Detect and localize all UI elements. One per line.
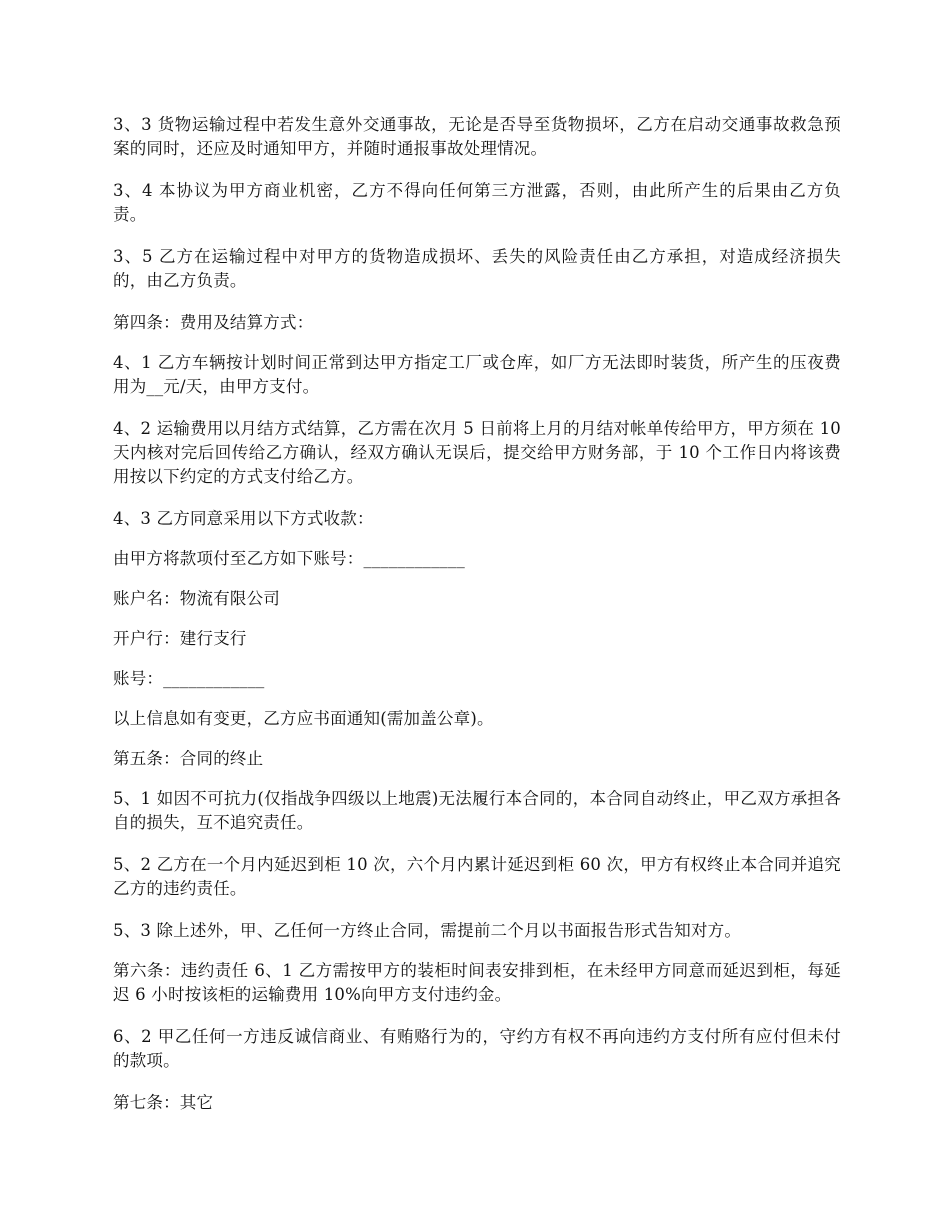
document-page bbox=[113, 113, 841, 1131]
clause-3-5: 3、5 乙方在运输过程中对甲方的货物造成损坏、丢失的风险责任由乙方承担，对造成经济损失的，由乙方负责。 bbox=[113, 247, 841, 290]
clause-5-1: 5、1 如因不可抗力(仅指战争四级以上地震)无法履行本合同的，本合同自动终止，甲乙双方承担各自的损失，互不追究责任。 bbox=[113, 789, 841, 832]
clause-5-2: 5、2 乙方在一个月内延迟到柜 10 次，六个月内累计延迟到柜 60 次，甲方有权终止本合同并追究乙方的违约责任。 bbox=[113, 855, 841, 898]
clause-3-3: 3、3 货物运输过程中若发生意外交通事故，无论是否导至货物损坏，乙方在启动交通事故救急预案的同时，还应及时通知甲方，并随时通报事故处理情况。 bbox=[113, 115, 841, 158]
clause-4-2: 4、2 运输费用以月结方式结算，乙方需在次月 5 日前将上月的月结对帐单传给甲方，甲方须在 10 天内核对完后回传给乙方确认，经双方确认无误后，提交给甲方财务部，于 10 个工作日内将该费用按以下约定的方式支付给乙方。 bbox=[113, 419, 841, 486]
clause-4-3: 4、3 乙方同意采用以下方式收款： bbox=[113, 509, 374, 528]
article-4-heading: 第四条：费用及结算方式： bbox=[113, 313, 314, 332]
account-number: 账号：____________ bbox=[113, 669, 265, 688]
clause-3-4: 3、4 本协议为甲方商业机密，乙方不得向任何第三方泄露，否则，由此所产生的后果由乙方负责。 bbox=[113, 181, 841, 224]
change-notice: 以上信息如有变更，乙方应书面通知(需加盖公章)。 bbox=[113, 709, 494, 728]
article-5-heading: 第五条：合同的终止 bbox=[113, 749, 264, 768]
clause-5-3: 5、3 除上述外，甲、乙任何一方终止合同，需提前二个月以书面报告形式告知对方。 bbox=[113, 921, 742, 940]
article-6-clause-6-1: 第六条：违约责任 6、1 乙方需按甲方的装柜时间表安排到柜，在未经甲方同意而延迟到柜，每延迟 6 小时按该柜的运输费用 10%向甲方支付违约金。 bbox=[113, 961, 841, 1004]
bank-branch: 开户行：建行支行 bbox=[113, 629, 247, 648]
article-7-heading: 第七条：其它 bbox=[113, 1093, 214, 1112]
payment-account-line: 由甲方将款项付至乙方如下账号：____________ bbox=[113, 549, 465, 568]
clause-4-1: 4、1 乙方车辆按计划时间正常到达甲方指定工厂或仓库，如厂方无法即时装货，所产生的压夜费用为__元/天，由甲方支付。 bbox=[113, 353, 841, 396]
clause-6-2: 6、2 甲乙任何一方违反诚信商业、有贿赂行为的，守约方有权不再向违约方支付所有应付但未付的款项。 bbox=[113, 1027, 841, 1070]
account-name: 账户名：物流有限公司 bbox=[113, 589, 280, 608]
